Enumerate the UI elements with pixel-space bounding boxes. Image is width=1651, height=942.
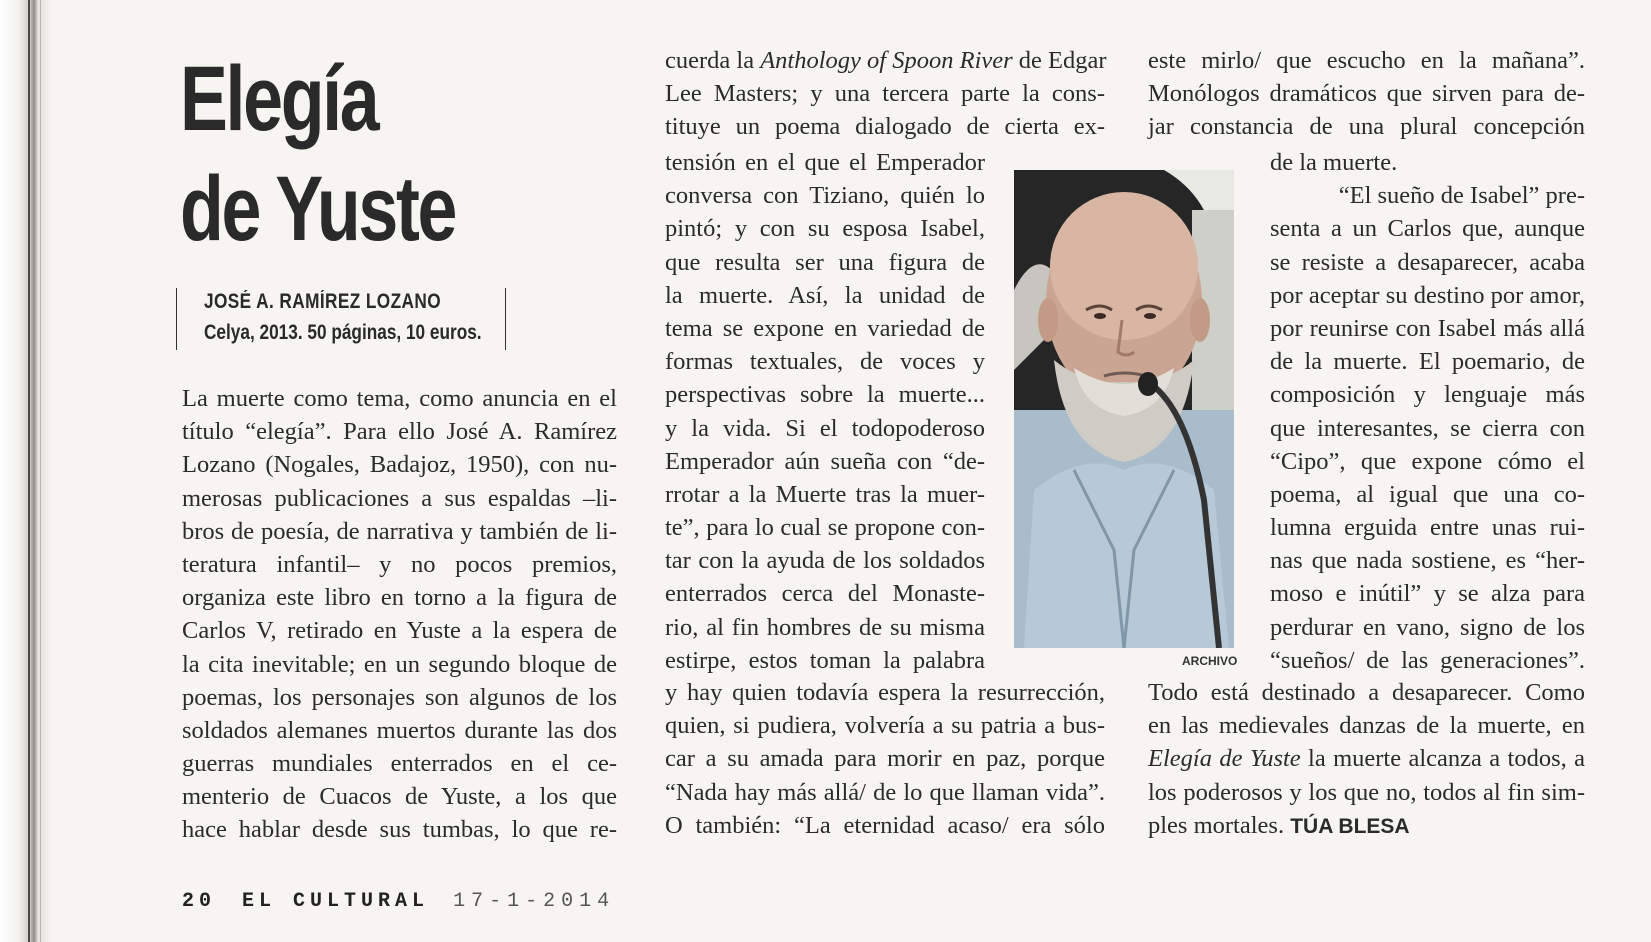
text-line: merosas publicaciones a sus espaldas –li- <box>182 484 617 512</box>
page-spine <box>0 0 52 942</box>
text-line: por reunirse con Isabel más allá <box>1270 314 1585 342</box>
text-line <box>665 44 1105 77</box>
text-line: “El sueño de Isabel” pre- <box>1338 182 1585 210</box>
text-line: quien, si pudiera, volvería a su patria a bus- <box>665 712 1105 740</box>
text-line: la muerte. Así, la unidad de <box>665 281 985 309</box>
text-line <box>1148 742 1585 775</box>
text-line: teratura infantil– y no pocos premios, <box>182 550 617 578</box>
text-line: car a su amada para morir en paz, porque <box>665 745 1105 773</box>
text-line: Lozano (Nogales, Badajoz, 1950), con nu- <box>182 451 617 479</box>
text-line: composición y lenguaje más <box>1270 381 1585 409</box>
text-line: guerras mundiales enterrados en el ce- <box>182 750 617 778</box>
reviewer-signature: TÚA BLESA <box>1290 814 1410 838</box>
column-3-bottom <box>1148 676 1585 842</box>
text-line: tituye un poema dialogado de cierta ex- <box>665 113 1105 141</box>
text-line: estirpe, estos toman la palabra <box>665 646 985 674</box>
text-line: rrotar a la Muerte tras la muer- <box>665 480 985 508</box>
text-line: hace hablar desde sus tumbas, lo que re- <box>182 816 617 844</box>
credit-rule-right <box>505 288 506 350</box>
page-footer <box>182 890 615 913</box>
text-line: Lee Masters; y una tercera parte la cons- <box>665 80 1105 108</box>
text-line: tar con la ayuda de los soldados <box>665 547 985 575</box>
text-line: “Cipo”, que expone cómo el <box>1270 447 1585 475</box>
text-line: organiza este libro en torno a la figura de <box>182 584 617 612</box>
text-line: senta a un Carlos que, aunque <box>1270 215 1585 243</box>
text-line: lumna erguida entre unas rui- <box>1270 514 1585 542</box>
text-line: moso e inútil” y se alza para <box>1270 580 1585 608</box>
column-2-top <box>665 44 1105 144</box>
photo-credit: ARCHIVO <box>1182 654 1238 668</box>
book-author: JOSÉ A. RAMÍREZ LOZANO <box>204 290 442 313</box>
column-1 <box>182 382 617 847</box>
text-line: O también: “La eternidad acaso/ era sólo <box>665 811 1105 839</box>
text-line: Carlos V, retirado en Yuste a la espera de <box>182 617 617 645</box>
page-number: 20 <box>182 890 217 913</box>
text-fragment: de Edgar <box>1012 47 1107 74</box>
magazine-name: EL CULTURAL <box>242 890 430 913</box>
text-line: “Nada hay más allá/ de lo que llaman vida”. <box>665 778 1105 806</box>
text-line: poema, al igual que una co- <box>1270 480 1585 508</box>
text-line: menterio de Cuacos de Yuste, a los que <box>182 783 617 811</box>
text-line: pintó; y con su esposa Isabel, <box>665 215 985 243</box>
text-line: este mirlo/ que escucho en la mañana”. <box>1148 47 1585 74</box>
column-3-top <box>1148 44 1585 144</box>
text-line: Emperador aún sueña con “de- <box>665 447 985 475</box>
text-line <box>1148 809 1585 842</box>
title-line-2: de Yuste <box>180 158 456 260</box>
column-2-bottom <box>665 676 1105 842</box>
text-fragment: cuerda la <box>665 47 761 74</box>
text-line: nas que nada sostiene, es “her- <box>1270 547 1585 575</box>
text-line: jar constancia de una plural concepción <box>1148 113 1585 141</box>
text-line: de la muerte. <box>1270 149 1398 176</box>
text-line: perdurar en vano, signo de los <box>1270 613 1585 641</box>
column-3-middle <box>1270 146 1585 677</box>
author-photo <box>1014 170 1234 648</box>
text-line: en las medievales danzas de la muerte, en <box>1148 712 1585 740</box>
text-line: te”, para lo cual se propone con- <box>665 514 985 542</box>
text-fragment: la muerte alcanza a todos, a <box>1300 745 1585 773</box>
article-title <box>180 44 455 264</box>
text-line: perspectivas sobre la muerte... <box>665 381 985 409</box>
text-line: rio, al fin hombres de su misma <box>665 613 985 641</box>
text-line: enterrados cerca del Monaste- <box>665 580 985 608</box>
text-line: tema se expone en variedad de <box>665 314 985 342</box>
text-line: y la vida. Si el todopoderoso <box>665 414 985 442</box>
text-line: poemas, los personajes son algunos de los <box>182 683 617 711</box>
spine-shadow-line <box>40 0 41 942</box>
text-fragment: ples mortales. <box>1148 811 1291 839</box>
text-line: tensión en el que el Emperador <box>665 149 985 176</box>
book-credit <box>176 288 482 350</box>
text-line: la cita inevitable; en un segundo bloque de <box>182 650 617 678</box>
text-line: título “elegía”. Para ello José A. Ramírez <box>182 418 617 446</box>
issue-date: 17-1-2014 <box>453 890 616 913</box>
cited-book-title: Anthology of Spoon River <box>760 47 1013 74</box>
text-line: y hay quien todavía espera la resurrección, <box>665 679 1105 706</box>
text-line: Todo está destinado a desaparecer. Como <box>1148 679 1585 706</box>
text-line: formas textuales, de voces y <box>665 348 985 376</box>
text-line: que resulta ser una figura de <box>665 248 985 276</box>
text-line: soldados alemanes muertos durante las dos <box>182 716 617 744</box>
title-line-1: Elegía <box>180 48 378 150</box>
text-line: se resiste a desaparecer, acaba <box>1270 248 1585 276</box>
column-2-middle <box>665 146 985 677</box>
spine-fold-line <box>28 0 30 942</box>
text-line: “sueños/ de las generaciones”. <box>1270 646 1585 674</box>
text-line: La muerte como tema, como anuncia en el <box>182 385 617 412</box>
text-line: Monólogos dramáticos que sirven para de- <box>1148 80 1585 108</box>
text-line: los poderosos y los que no, todos al fin sim- <box>1148 778 1585 806</box>
text-line: bros de poesía, de narrativa y también de li- <box>182 517 617 545</box>
book-title-reference: Elegía de Yuste <box>1148 745 1301 773</box>
text-line: de la muerte. El poemario, de <box>1270 348 1585 376</box>
author-portrait-image <box>1014 170 1234 648</box>
text-line: que interesantes, se cierra con <box>1270 414 1585 442</box>
text-line: por aceptar su destino por amor, <box>1270 281 1585 309</box>
text-line: conversa con Tiziano, quién lo <box>665 182 985 210</box>
book-publication-info: Celya, 2013. 50 páginas, 10 euros. <box>204 321 482 344</box>
